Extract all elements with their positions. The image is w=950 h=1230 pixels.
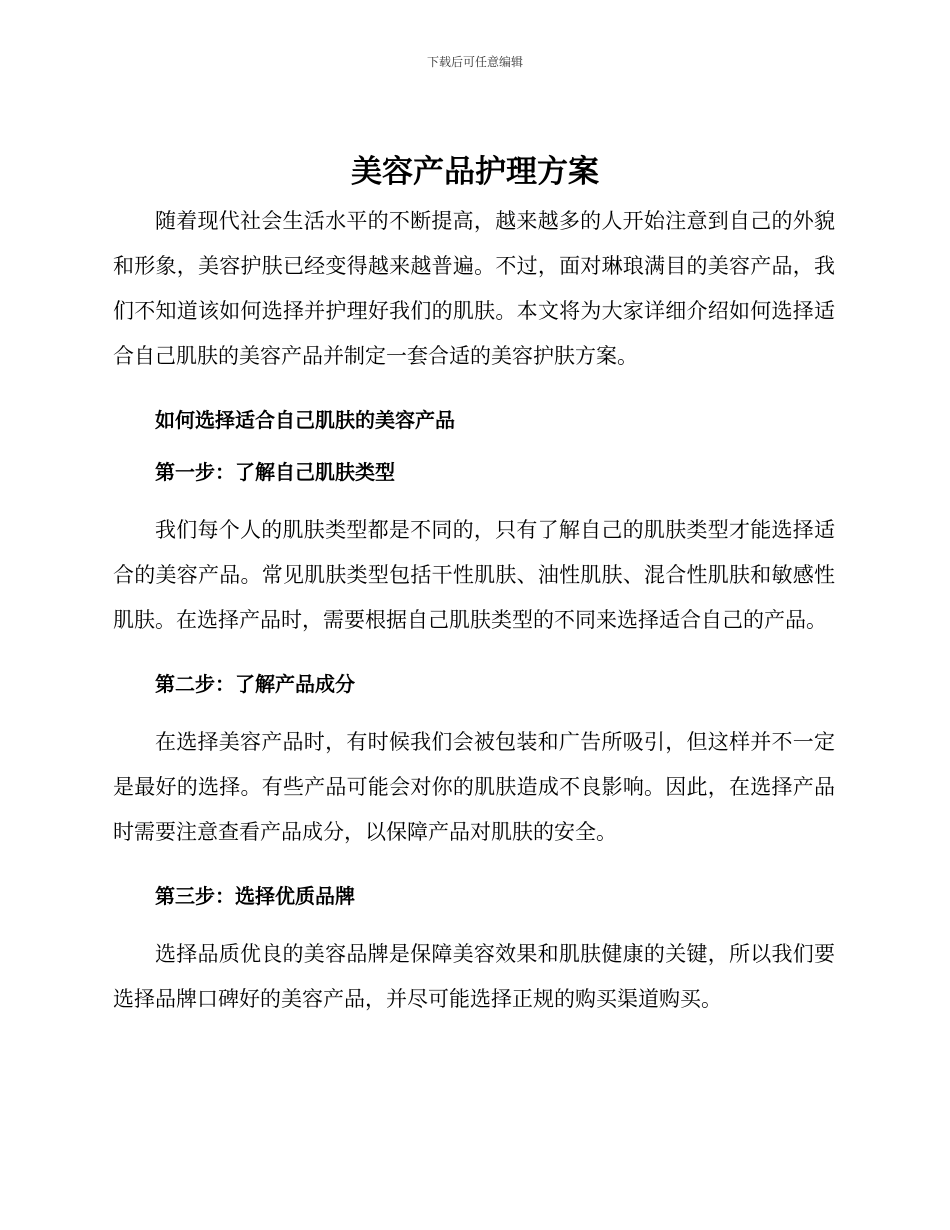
step-3-paragraph: 选择品质优良的美容品牌是保障美容效果和肌肤健康的关键，所以我们要选择品牌口碑好的美容产品，并尽可能选择正规的购买渠道购买。 — [113, 942, 835, 1011]
document-body — [113, 199, 835, 1022]
intro-paragraph: 随着现代社会生活水平的不断提高，越来越多的人开始注意到自己的外貌和形象，美容护肤已经变得越来越普遍。不过，面对琳琅满目的美容产品，我们不知道该如何选择并护理好我们的肌肤。本文将为大家详细介绍如何选择适合自己肌肤的美容产品并制定一套合适的美容护肤方案。 — [113, 209, 835, 368]
section-heading: 如何选择适合自己肌肤的美容产品 — [155, 408, 455, 432]
step-1-paragraph: 我们每个人的肌肤类型都是不同的，只有了解自己的肌肤类型才能选择适合的美容产品。常见肌肤类型包括干性肌肤、油性肌肤、混合性肌肤和敏感性肌肤。在选择产品时，需要根据自己肌肤类型的不同来选择适合自己的产品。 — [113, 518, 835, 632]
step-3-heading: 第三步：选择优质品牌 — [155, 884, 355, 908]
document-title: 美容产品护理方案 — [351, 154, 599, 190]
header-note: 下载后可任意编辑 — [426, 55, 523, 69]
step-1-heading: 第一步：了解自己肌肤类型 — [155, 460, 395, 484]
step-2-heading: 第二步：了解产品成分 — [155, 672, 355, 696]
step-2-paragraph: 在选择美容产品时，有时候我们会被包装和广告所吸引，但这样并不一定是最好的选择。有些产品可能会对你的肌肤造成不良影响。因此，在选择产品时需要注意查看产品成分，以保障产品对肌肤的安全。 — [113, 730, 835, 844]
